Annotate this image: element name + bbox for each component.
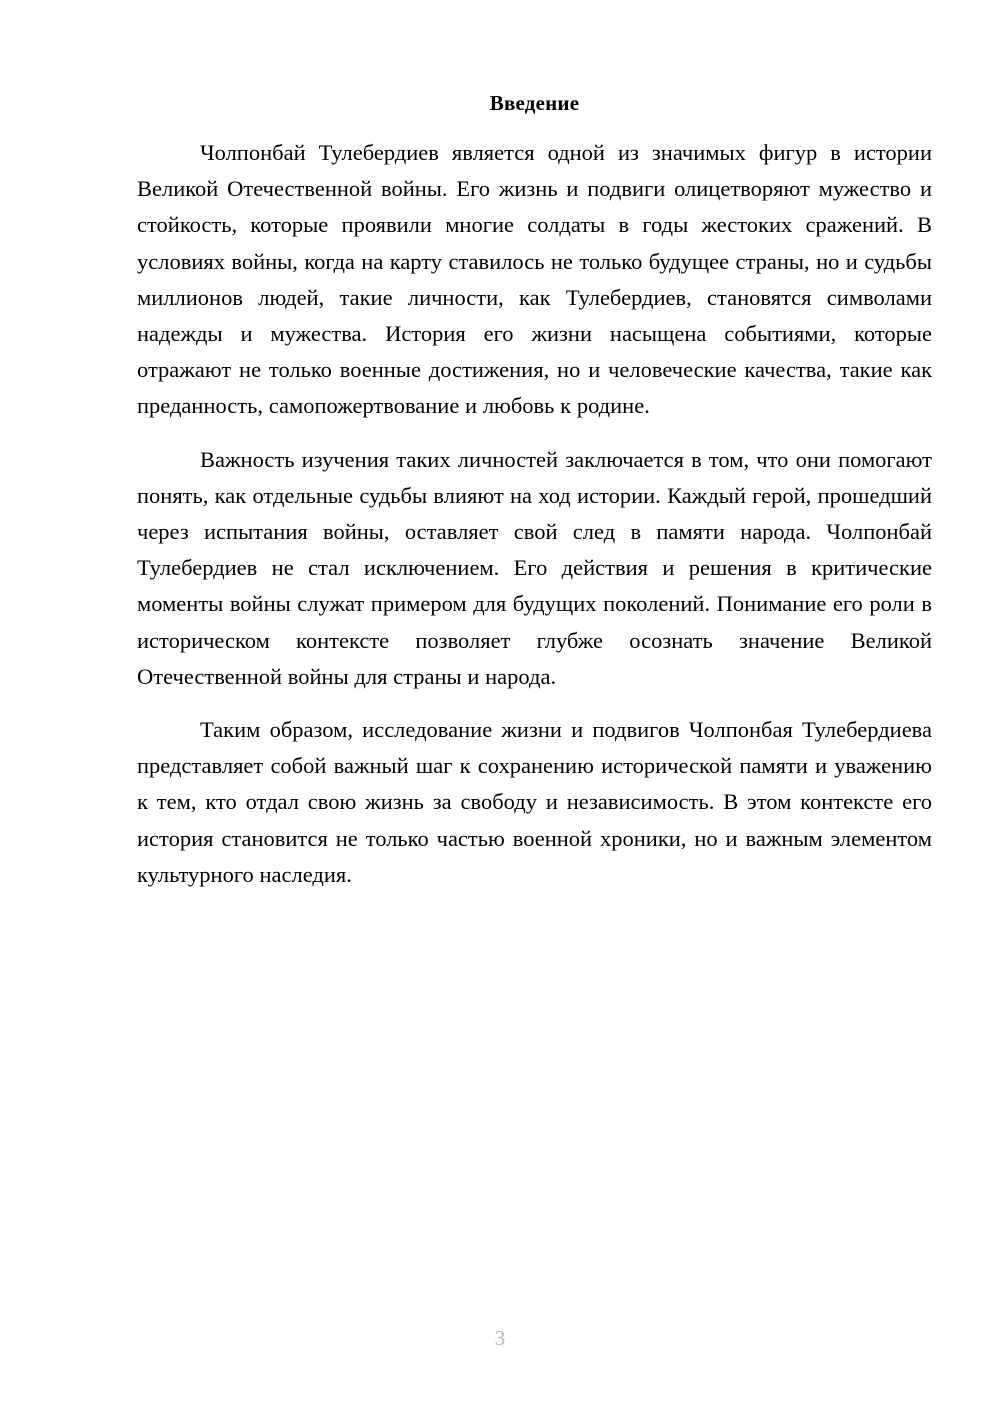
paragraph-3: Таким образом, исследование жизни и подвигов Чолпонбая Тулебердиева представляет собой важный шаг к сохранению исторической памяти и уважению к тем, кто отдал свою жизнь за свободу и независимость. В этом контексте его история становится не только частью военной хроники, но и важным элементом культурного наследия. (137, 717, 932, 887)
page-title: Введение (489, 91, 580, 115)
paragraph-1: Чолпонбай Тулебердиев является одной из значимых фигур в истории Великой Отечественной войны. Его жизнь и подвиги олицетворяют мужество и стойкость, которые проявили многие солдаты в годы жестоких сражений. В условиях войны, когда на карту ставилось не только будущее страны, но и судьбы миллионов людей, такие личности, как Тулебердиев, становятся символами надежды и мужества. История его жизни насыщена событиями, которые отражают не только военные достижения, но и человеческие качества, такие как преданность, самопожертвование и любовь к родине. (137, 140, 932, 419)
page-number: 3 (494, 1326, 506, 1350)
paragraph-2: Важность изучения таких личностей заключается в том, что они помогают понять, как отдельные судьбы влияют на ход истории. Каждый герой, прошедший через испытания войны, оставляет свой след в памяти народа. Чолпонбай Тулебердиев не стал исключением. Его действия и решения в критические моменты войны служат примером для будущих поколений. Понимание его роли в историческом контексте позволяет глубже осознать значение Великой Отечественной войны для страны и народа. (137, 446, 932, 689)
page-content (137, 88, 932, 893)
